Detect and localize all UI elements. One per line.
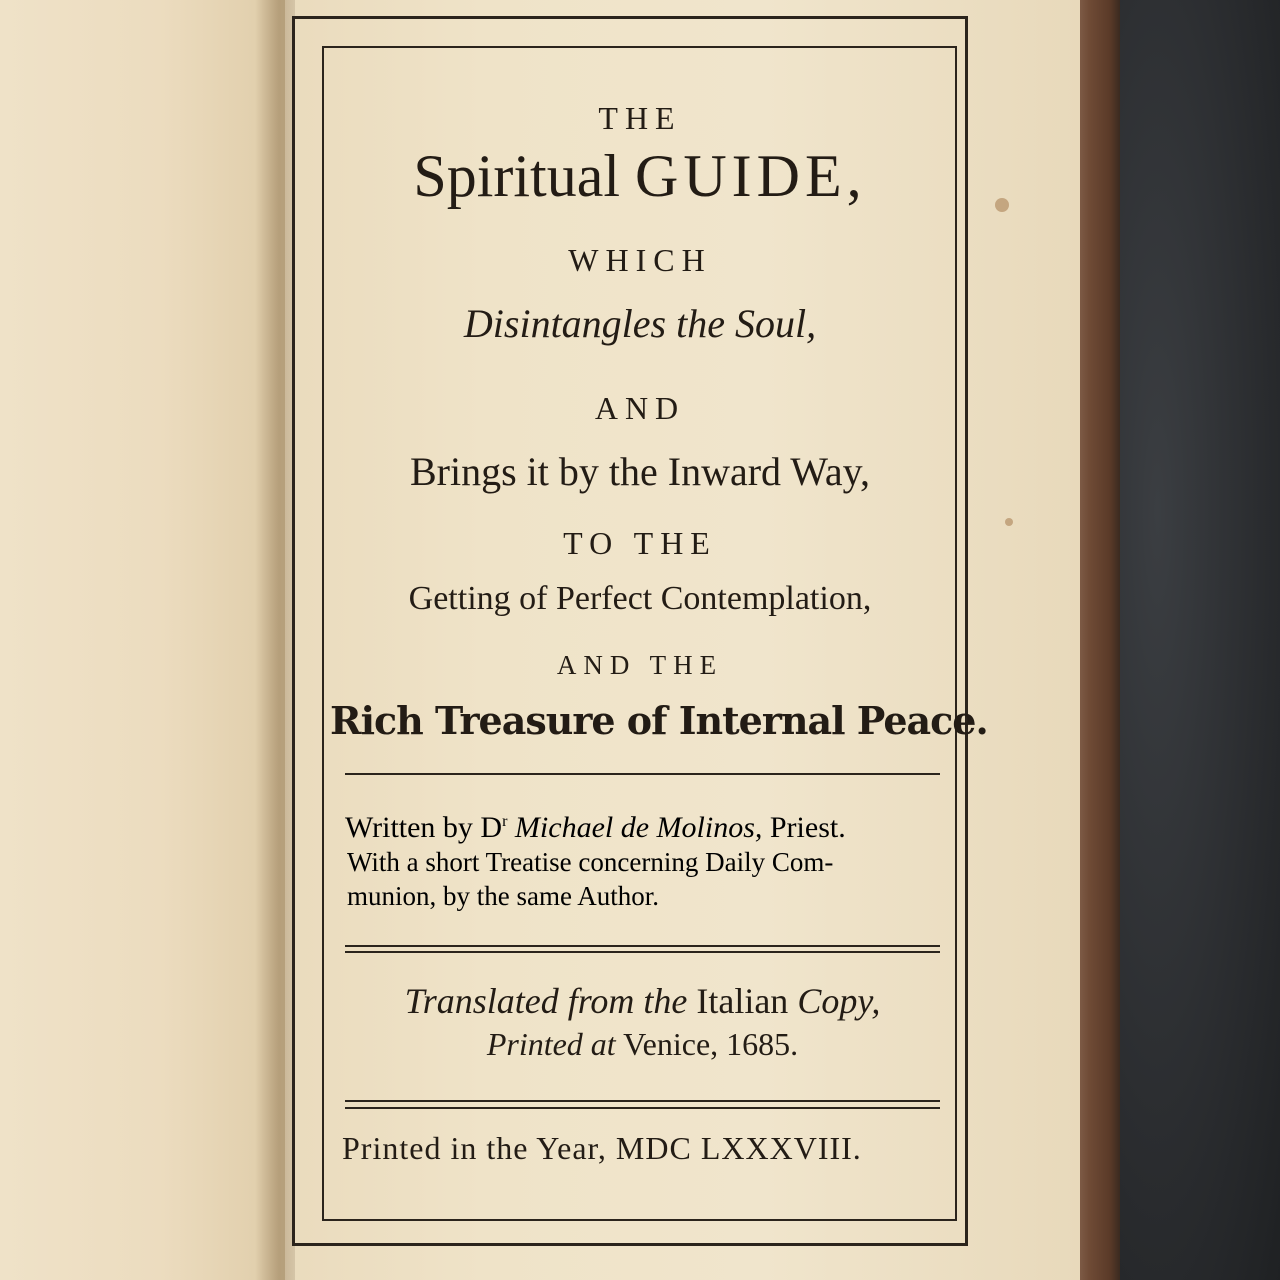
divider-rule <box>345 945 940 947</box>
divider-rule <box>345 773 940 775</box>
translation-from: Translated from the <box>404 981 688 1021</box>
printed-place-year: Venice, 1685. <box>615 1026 799 1062</box>
foxing-spot <box>1005 518 1013 526</box>
treatise-line-2: munion, by the same Author. <box>347 881 659 911</box>
main-title <box>330 142 950 211</box>
printed-at: Printed at <box>486 1026 616 1062</box>
translation-line <box>340 980 945 1022</box>
divider-rule <box>345 1100 940 1102</box>
author-block <box>345 805 945 913</box>
translation-copy: Copy, <box>797 981 881 1021</box>
subtitle-contemplation: Getting of Perfect Contemplation, <box>408 580 872 617</box>
book-cover <box>1105 0 1280 1280</box>
subtitle-which: WHICH <box>568 242 712 278</box>
subtitle-inward-way: Brings it by the Inward Way, <box>409 449 871 494</box>
main-title-spiritual: Spiritual <box>413 143 636 209</box>
author-dr-superscript: r <box>502 813 508 830</box>
subtitle-internal-peace: Rich Treasure of Internal Peace. <box>330 698 988 743</box>
page-gutter <box>255 0 295 1280</box>
title-the: THE <box>598 100 682 136</box>
author-written-by: Written by D <box>345 811 503 844</box>
treatise-line: With a short Treatise concerning Daily Com- <box>347 847 834 877</box>
author-name: Michael de Molinos, <box>507 811 763 844</box>
subtitle-and-the: AND THE <box>556 650 724 680</box>
imprint: Printed in the Year, MDC LXXXVIII. <box>342 1130 862 1166</box>
subtitle-to-the: TO THE <box>563 525 717 561</box>
subtitle-disintangles: Disintangles the Soul, <box>463 301 817 346</box>
facing-page <box>0 0 290 1280</box>
subtitle-and: AND <box>594 390 686 426</box>
author-title: Priest. <box>762 811 846 844</box>
main-title-guide: GUIDE, <box>635 143 867 209</box>
foxing-spot <box>995 198 1009 212</box>
divider-rule <box>345 1107 940 1109</box>
translation-block <box>340 980 945 1063</box>
translation-italian: Italian <box>687 981 798 1021</box>
divider-rule <box>345 951 940 953</box>
printed-at-line <box>340 1026 945 1063</box>
author-line <box>345 805 945 845</box>
